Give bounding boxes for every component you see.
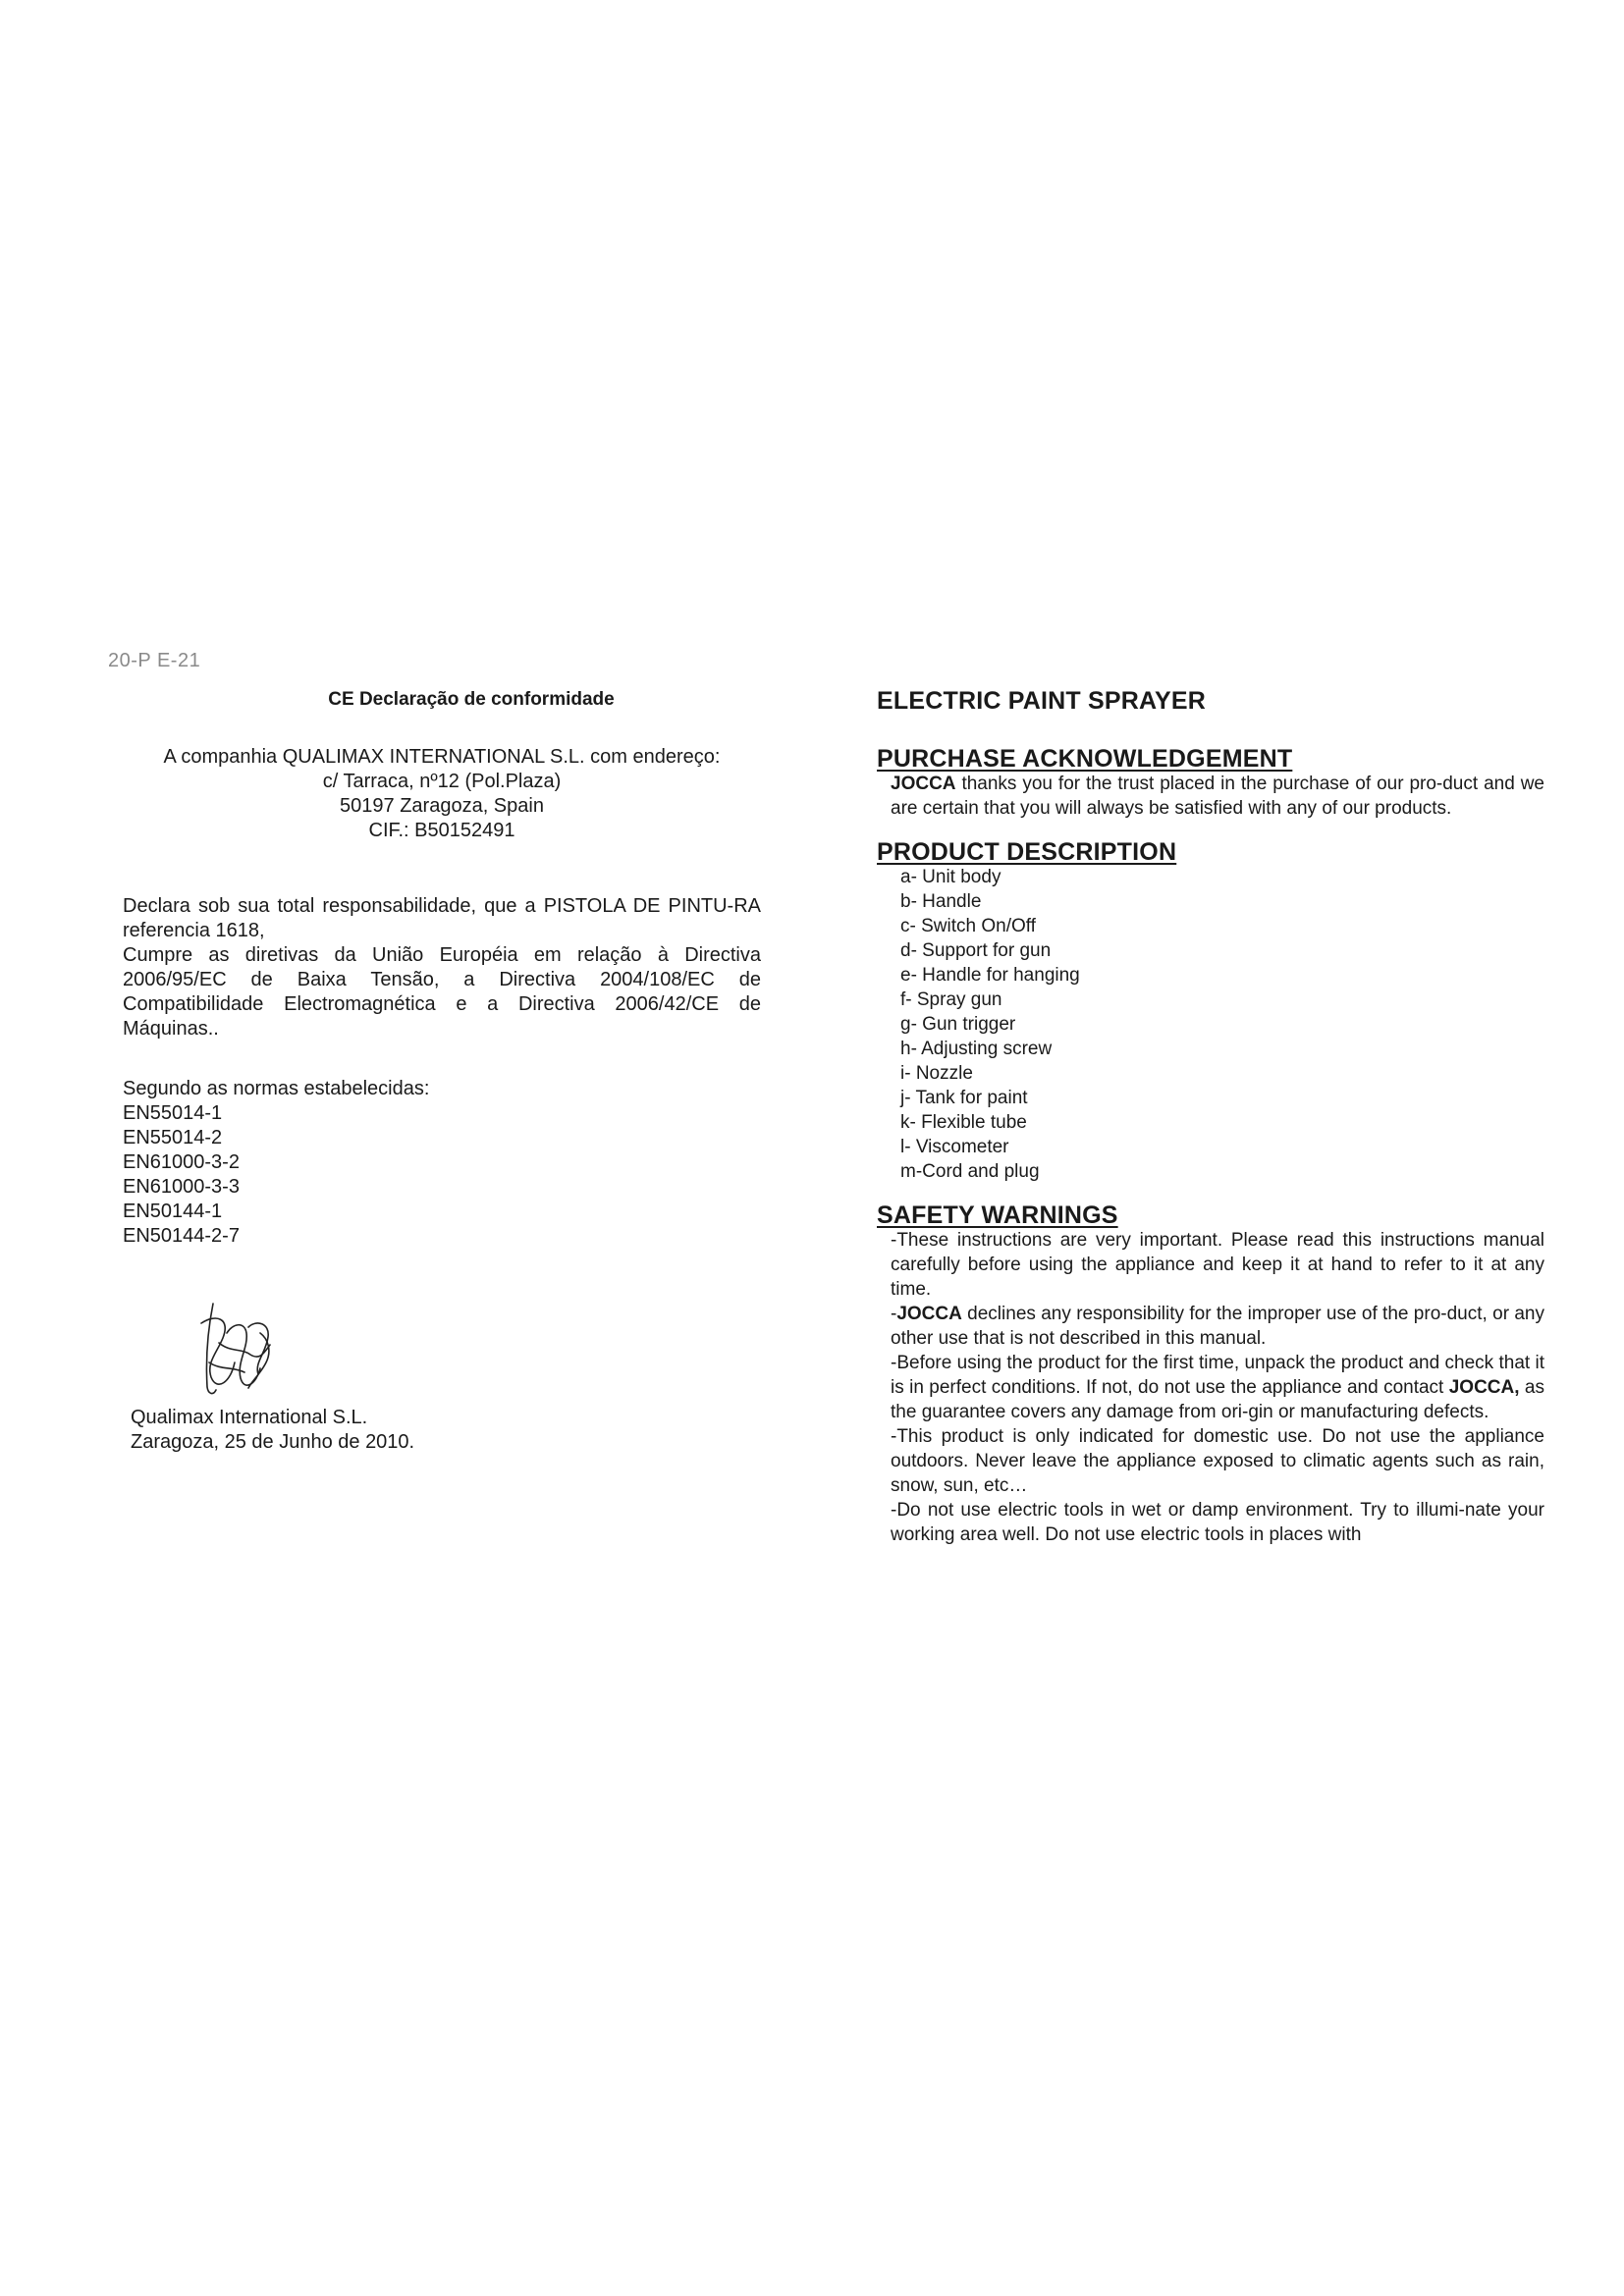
warning-text: declines any responsibility for the improper use of the pro-duct, or any other use that is not described in this manual.: [891, 1304, 1544, 1349]
handwritten-signature: [162, 1294, 299, 1402]
company-name: Qualimax International S.L.: [131, 1407, 368, 1428]
place-date: Zaragoza, 25 de Junho de 2010.: [131, 1431, 415, 1453]
warning-paragraph: [891, 1351, 1544, 1424]
part-item: c- Switch On/Off: [900, 916, 1036, 936]
part-item: l- Viscometer: [900, 1137, 1009, 1157]
address-line: CIF.: B50152491: [368, 820, 515, 841]
part-item: d- Support for gun: [900, 940, 1052, 961]
standard-item: EN61000-3-2: [123, 1151, 240, 1173]
warning-paragraph: [891, 1302, 1544, 1351]
part-item: h- Adjusting screw: [900, 1039, 1053, 1059]
part-item: a- Unit body: [900, 867, 1001, 887]
part-item: b- Handle: [900, 891, 982, 912]
standard-item: EN55014-2: [123, 1127, 223, 1148]
warning-text: as the guarantee covers any damage from ori-gin or manufacturing defects.: [891, 1377, 1544, 1422]
signature-block: [131, 1406, 414, 1455]
standards-heading: Segundo as normas estabelecidas:: [123, 1078, 430, 1099]
part-item: m-Cord and plug: [900, 1161, 1040, 1182]
declaration-title: CE Declaração de conformidade: [328, 689, 615, 710]
standard-item: EN50144-2-7: [123, 1225, 240, 1247]
standard-item: EN50144-1: [123, 1201, 223, 1222]
company-address: [123, 745, 761, 843]
standards-list: [123, 1077, 761, 1249]
brand-name: JOCCA: [896, 1304, 962, 1324]
safety-heading: SAFETY WARNINGS: [877, 1201, 1118, 1229]
parts-list: [900, 865, 1544, 1184]
purchase-heading: PURCHASE ACKNOWLEDGEMENT: [877, 745, 1293, 773]
part-item: e- Handle for hanging: [900, 965, 1080, 986]
standard-item: EN55014-1: [123, 1102, 223, 1124]
warning-paragraph: -These instructions are very important. Please read this instructions manual carefully before using the appliance and keep it at hand to refer to it at any time.: [891, 1230, 1544, 1300]
part-item: i- Nozzle: [900, 1063, 973, 1084]
part-item: k- Flexible tube: [900, 1112, 1027, 1133]
declaration-body: [123, 894, 761, 1041]
brand-name: JOCCA,: [1448, 1377, 1520, 1398]
purchase-paragraph: [891, 772, 1544, 821]
description-heading: PRODUCT DESCRIPTION: [877, 838, 1177, 866]
standard-item: EN61000-3-3: [123, 1176, 240, 1198]
page-code: 20-P E-21: [108, 650, 201, 671]
address-line: 50197 Zaragoza, Spain: [340, 795, 544, 817]
warning-paragraph: -This product is only indicated for domestic use. Do not use the appliance outdoors. Never leave the appliance exposed to climatic agents such as rain, snow, sun, etc…: [891, 1426, 1544, 1496]
part-item: g- Gun trigger: [900, 1014, 1016, 1035]
address-line: c/ Tarraca, nº12 (Pol.Plaza): [322, 771, 562, 792]
purchase-text: thanks you for the trust placed in the purchase of our pro-duct and we are certain that you will always be satisfied with any of our products.: [891, 774, 1544, 819]
warning-dash: -: [891, 1304, 897, 1324]
manual-title: ELECTRIC PAINT SPRAYER: [877, 687, 1207, 715]
ce-declaration: [123, 687, 761, 1249]
part-item: f- Spray gun: [900, 989, 1002, 1010]
address-line: A companhia QUALIMAX INTERNATIONAL S.L. com endereço:: [163, 746, 721, 768]
brand-name: JOCCA: [891, 774, 956, 794]
warning-paragraph: -Do not use electric tools in wet or damp environment. Try to illumi-nate your working area well. Do not use electric tools in places with: [891, 1500, 1544, 1545]
safety-warnings: [891, 1228, 1544, 1547]
declara-paragraph: Declara sob sua total responsabilidade, que a PISTOLA DE PINTU-RA referencia 1618,: [123, 895, 761, 941]
part-item: j- Tank for paint: [900, 1088, 1028, 1108]
warning-text: -Before using the product for the first time, unpack the product and check that it is in perfect conditions. If not, do not use the appliance and contact: [891, 1353, 1544, 1398]
cumpre-paragraph: Cumpre as diretivas da União Européia em relação à Directiva 2006/95/EC de Baixa Tensão, a Directiva 2004/108/EC de Compatibilidade Electromagnética e a Directiva 2006/42/CE de Máquinas..: [123, 944, 761, 1040]
manual-english: [877, 689, 1544, 1547]
